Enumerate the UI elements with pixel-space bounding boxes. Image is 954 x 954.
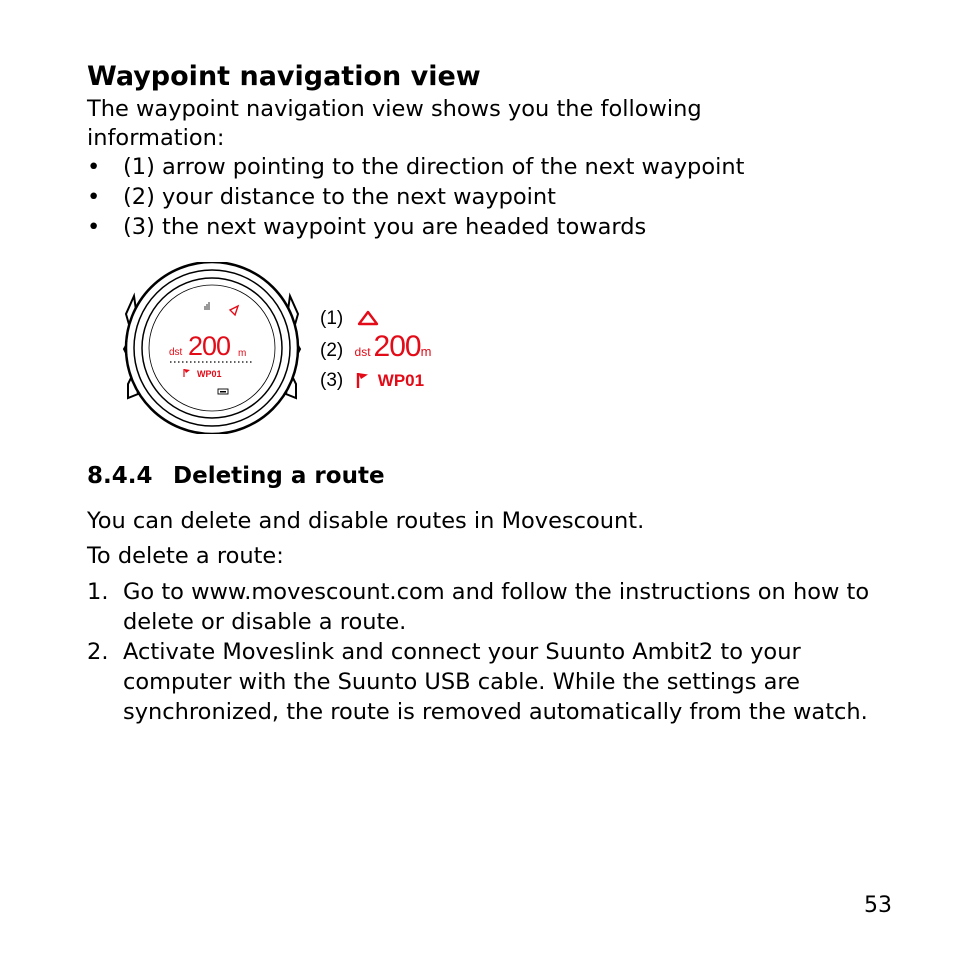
callout-dst-label: dst: [354, 345, 371, 359]
step-number: 2.: [87, 639, 109, 665]
bullet-item: [87, 182, 744, 212]
arrow-triangle-icon: [357, 310, 379, 326]
callout-arrow: [320, 307, 379, 331]
battery-level: [220, 391, 226, 393]
step-item: [87, 637, 877, 727]
watch-unit: m: [238, 348, 247, 359]
bullet-text: (1) arrow pointing to the direction of the next waypoint: [123, 154, 745, 180]
subsection-number: 8.4.4: [87, 463, 153, 489]
intro-line-2: information:: [87, 125, 225, 151]
callout-waypoint: [320, 369, 424, 393]
step-number: 1.: [87, 579, 109, 605]
bullet-text: (3) the next waypoint you are headed towards: [123, 214, 647, 240]
watch-waypoint: WP01: [197, 369, 222, 379]
step-text: Activate Moveslink and connect your Suunto Ambit2 to your computer with the Suunto USB cable. While the settings are synchronized, the route is removed automatically from the watch.: [123, 639, 868, 725]
watch-dst-label: dst: [169, 347, 183, 358]
callout-marker: (2): [320, 340, 344, 361]
steps-list: [87, 577, 877, 727]
callout-distance-value: 200: [373, 330, 421, 363]
subsection-para-1: You can delete and disable routes in Movescount.: [87, 508, 645, 534]
flag-icon: [355, 371, 369, 389]
watch-illustration: [120, 262, 310, 434]
info-bullet-list: [87, 152, 744, 242]
bullet-item: [87, 212, 744, 242]
subsection-title: Deleting a route: [173, 463, 385, 489]
bullet-dot: •: [87, 214, 101, 240]
watch-distance: 200: [188, 331, 231, 361]
bullet-dot: •: [87, 154, 101, 180]
callout-marker: (3): [320, 370, 344, 391]
subsection-heading: [87, 459, 385, 493]
bullet-item: [87, 152, 744, 182]
figure-callouts: [320, 305, 480, 401]
bullet-dot: •: [87, 184, 101, 210]
subsection-para-2: To delete a route:: [87, 543, 284, 569]
bullet-text: (2) your distance to the next waypoint: [123, 184, 556, 210]
callout-distance-unit: m: [420, 344, 432, 359]
intro-line-1: The waypoint navigation view shows you the following: [87, 96, 702, 122]
callout-waypoint-name: WP01: [377, 371, 425, 390]
section-title: Waypoint navigation view: [87, 61, 481, 92]
page-number: 53: [864, 893, 892, 918]
step-item: [87, 577, 877, 637]
callout-marker: (1): [320, 308, 344, 329]
step-text: Go to www.movescount.com and follow the instructions on how to delete or disable a route.: [123, 579, 870, 635]
callout-distance: [320, 330, 432, 364]
